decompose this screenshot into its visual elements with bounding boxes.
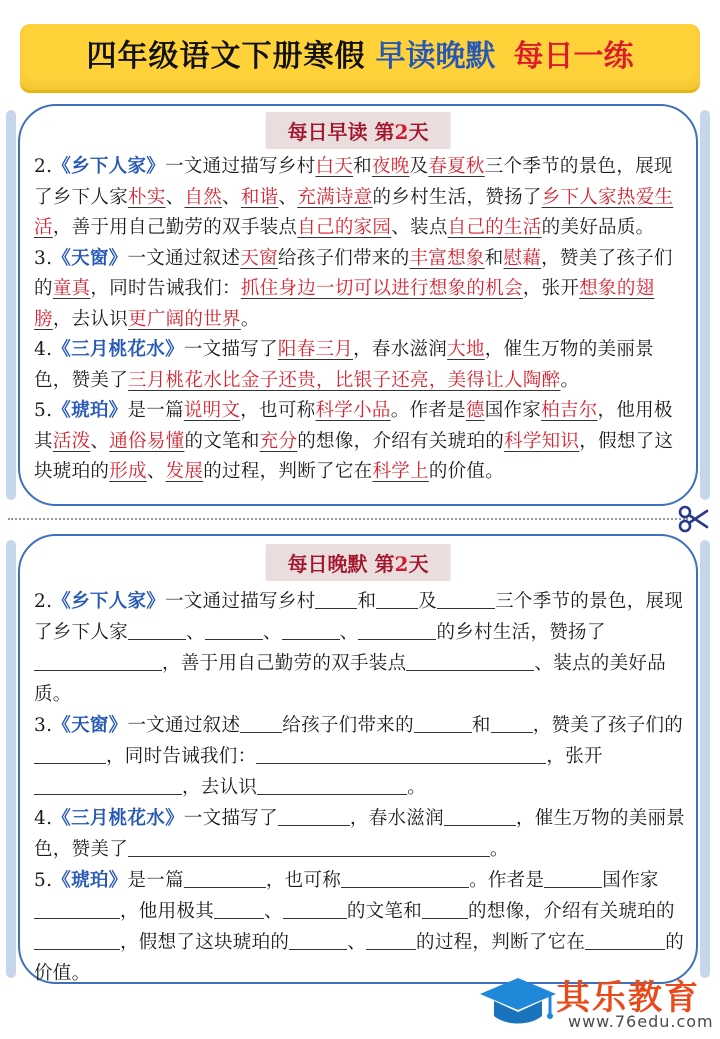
body-text: 的乡村生活，赞扬了 [436, 622, 606, 643]
answer-text: 德 [465, 400, 485, 421]
answer-blank[interactable] [406, 650, 534, 671]
body-text: ，他用极其 [34, 400, 673, 452]
item-number: 5. [34, 400, 53, 421]
body-text: ，张开 [522, 278, 580, 299]
item-3 [34, 710, 688, 803]
body-text: 。 [240, 308, 260, 330]
answer-blank[interactable] [437, 588, 495, 609]
brand-url: www.76edu.com [568, 1012, 714, 1031]
body-text: ，他用极其 [120, 901, 215, 922]
answer-text: 自己的家园 [297, 217, 392, 238]
body-text: ，善于用自己勤劳的双手装点 [162, 653, 407, 674]
text-title: 《天窗》 [52, 715, 128, 736]
body-text: 一文通过叙述 [127, 715, 241, 736]
evening-dictation-title: 每日晚默 第2天 [266, 544, 451, 581]
body-text: 、 [146, 461, 166, 482]
answer-text: 抓住身边一切可以进行想象的机会 [240, 278, 523, 299]
answer-blank[interactable] [34, 650, 162, 671]
body-text: 。 [490, 839, 509, 860]
item-2 [34, 586, 688, 710]
answer-blank[interactable] [422, 898, 468, 919]
answer-text: 科学上 [372, 461, 429, 482]
answer-text: 想象的翅膀 [34, 278, 655, 330]
item-4 [34, 335, 688, 396]
answer-text: 和谐 [240, 186, 279, 208]
evening-dictation-card [18, 534, 698, 984]
item-number: 3. [34, 715, 53, 736]
answer-text: 柏吉尔 [541, 400, 598, 421]
body-text: 的文笔和 [184, 430, 260, 452]
body-text: 和 [357, 591, 377, 612]
body-text: ，赞美了孩子们的 [34, 247, 673, 299]
body-text: 的美好品质。 [541, 217, 655, 238]
answer-text: 阳春三月 [277, 339, 354, 360]
morning-reading-title: 每日早读 第2天 [266, 112, 451, 149]
answer-text: 更广阔的世界 [128, 308, 241, 330]
answer-text: 大地 [447, 339, 485, 360]
body-text: 。作者是 [390, 400, 466, 421]
body-text: 和 [484, 247, 504, 269]
page-banner [20, 24, 700, 90]
body-text: 、 [339, 622, 359, 643]
answer-blank[interactable] [205, 619, 263, 640]
answer-blank[interactable] [240, 712, 282, 733]
day-number: 2 [394, 552, 409, 576]
body-text: 一文通过描写乡村 [165, 591, 316, 612]
body-text: 的价值。 [428, 461, 505, 482]
answer-blank[interactable] [289, 929, 347, 950]
body-text: 、 [90, 430, 110, 452]
brand-name: 其乐教育 [556, 978, 700, 1018]
body-text: ，同时告诫我们： [90, 278, 241, 299]
answer-blank[interactable] [366, 929, 416, 950]
body-text: ，春水滋润 [349, 808, 444, 829]
answer-blank[interactable] [34, 743, 106, 764]
answer-blank[interactable] [34, 898, 120, 919]
body-text: 的过程，判断了它在 [416, 932, 586, 953]
body-text: ，也可称 [240, 400, 316, 421]
body-text: 是一篇 [127, 870, 184, 891]
body-text: 。 [407, 777, 427, 798]
body-text: 一文通过叙述 [127, 247, 241, 269]
answer-text: 科学知识 [504, 430, 580, 452]
body-text: ，春水滋润 [353, 339, 448, 360]
answer-text: 说明文 [183, 400, 241, 421]
banner-subtitle: 早读晚默 [375, 39, 496, 74]
answer-text: 丰富想象 [409, 247, 485, 269]
body-text: ，去认识 [182, 777, 258, 798]
answer-blank[interactable] [128, 836, 490, 857]
body-text: 的过程，判断了它在 [203, 461, 373, 482]
body-text: ，也可称 [265, 870, 342, 891]
answer-blank[interactable] [278, 805, 350, 826]
body-text: 的想像，介绍有关琥珀的 [468, 901, 675, 922]
body-text: 一文通过描写乡村 [165, 156, 316, 177]
body-text: 、 [347, 932, 367, 953]
body-text: 、 [222, 186, 241, 208]
answer-blank[interactable] [282, 619, 340, 640]
body-text: ，假想了这块琥珀的 [120, 932, 290, 953]
item-number: 5. [34, 870, 53, 891]
item-3 [34, 244, 688, 336]
body-text: 的想像，介绍有关琥珀的 [297, 430, 505, 452]
body-text: ，催生万物的美丽景色，赞美了 [34, 808, 686, 860]
body-text: 和 [471, 715, 491, 736]
body-text: 三个季节的景色，展现了乡下人家 [34, 591, 684, 643]
text-title: 《天窗》 [52, 247, 128, 269]
answer-text: 充分 [259, 430, 298, 452]
answer-blank[interactable] [315, 588, 357, 609]
body-text: ，去认识 [52, 308, 129, 330]
body-text: 、装点 [391, 217, 448, 238]
body-text: 给孩子们带来的 [282, 715, 414, 736]
answer-text: 形成 [109, 461, 147, 482]
body-text: ，同时告诫我们： [106, 746, 257, 767]
item-5 [34, 396, 688, 488]
answer-text: 白天 [315, 156, 354, 177]
answer-blank[interactable] [544, 867, 602, 888]
text-title: 《乡下人家》 [52, 591, 166, 612]
answer-blank[interactable] [184, 867, 266, 888]
body-text: 、装点的美好品质。 [34, 653, 667, 705]
body-text: 国作家 [602, 870, 659, 891]
body-text: 的文笔和 [346, 901, 423, 922]
text-title: 《琥珀》 [52, 870, 128, 891]
answer-text: 通俗易懂 [109, 430, 185, 452]
body-text: 的价值。 [34, 932, 685, 984]
body-text: 及 [418, 591, 438, 612]
answer-blank[interactable] [256, 743, 546, 764]
answer-text: 春夏秋 [428, 156, 485, 177]
body-text: ，张开 [546, 746, 603, 767]
answer-blank[interactable] [34, 774, 182, 795]
text-title: 《三月桃花水》 [52, 339, 184, 360]
answer-blank[interactable] [341, 867, 469, 888]
item-number: 3. [34, 247, 53, 269]
answer-blank[interactable] [34, 929, 120, 950]
text-title: 《三月桃花水》 [52, 808, 184, 829]
answer-text: 自然 [184, 186, 223, 208]
answer-text: 夜晚 [371, 156, 410, 177]
answer-text: 天窗 [240, 247, 278, 269]
item-number: 2. [34, 156, 53, 177]
item-2 [34, 152, 688, 244]
item-number: 2. [34, 591, 53, 612]
body-text: 、 [186, 622, 205, 643]
answer-blank[interactable] [257, 774, 407, 795]
body-text: 、 [264, 901, 283, 922]
item-number: 4. [34, 808, 53, 829]
cut-line [8, 518, 688, 520]
answer-text: 慰藉 [503, 247, 542, 269]
body-text: 和 [353, 156, 372, 177]
text-title: 《琥珀》 [52, 400, 128, 421]
item-4 [34, 803, 688, 865]
body-text: 、 [262, 622, 282, 643]
scissors-icon [676, 502, 710, 536]
body-text: 。 [560, 369, 580, 391]
answer-text: 自己的生活 [447, 217, 542, 238]
text-title: 《乡下人家》 [52, 156, 166, 177]
morning-reading-card [18, 104, 698, 506]
answer-text: 乡下人家热爱生活 [34, 186, 674, 238]
answer-text: 发展 [165, 461, 204, 482]
answer-text: 科学小品 [315, 400, 391, 421]
banner-title: 四年级语文下册寒假 [86, 39, 366, 74]
body-text: ，假想了这块琥珀的 [34, 430, 674, 482]
body-text: 一文描写了 [183, 808, 278, 829]
item-number: 4. [34, 339, 53, 360]
reading-content [34, 152, 688, 488]
body-text: 及 [409, 156, 429, 177]
answer-text: 童真 [52, 278, 91, 299]
dictation-content [34, 586, 688, 989]
answer-blank[interactable] [358, 619, 436, 640]
answer-text: 朴实 [128, 186, 166, 208]
body-text: 。作者是 [469, 870, 545, 891]
answer-blank[interactable] [128, 619, 186, 640]
answer-blank[interactable] [585, 929, 665, 950]
answer-blank[interactable] [283, 898, 347, 919]
answer-text: 活泼 [52, 430, 91, 452]
answer-blank[interactable] [414, 712, 472, 733]
answer-text: 三月桃花水比金子还贵，比银子还亮，美得让人陶醉 [128, 369, 561, 391]
answer-blank[interactable] [491, 712, 533, 733]
body-text: 国作家 [484, 400, 542, 421]
body-text: ，赞美了孩子们的 [532, 715, 684, 736]
answer-blank[interactable] [376, 588, 418, 609]
body-text: 、 [278, 186, 298, 208]
body-text: 、 [165, 186, 185, 208]
answer-blank[interactable] [214, 898, 264, 919]
body-text: 是一篇 [127, 400, 184, 421]
body-text: 给孩子们带来的 [277, 247, 410, 269]
body-text: 一文描写了 [183, 339, 278, 360]
body-text: 三个季节的景色，展现了乡下人家 [34, 156, 673, 208]
banner-tagline: 每日一练 [513, 39, 634, 74]
body-text: ，催生万物的美丽景色，赞美了 [34, 339, 654, 391]
body-text: 的乡村生活，赞扬了 [372, 186, 542, 208]
body-text: ，善于用自己勤劳的双手装点 [52, 217, 298, 238]
day-number: 2 [394, 120, 409, 144]
answer-text: 充满诗意 [297, 186, 373, 208]
answer-blank[interactable] [444, 805, 516, 826]
